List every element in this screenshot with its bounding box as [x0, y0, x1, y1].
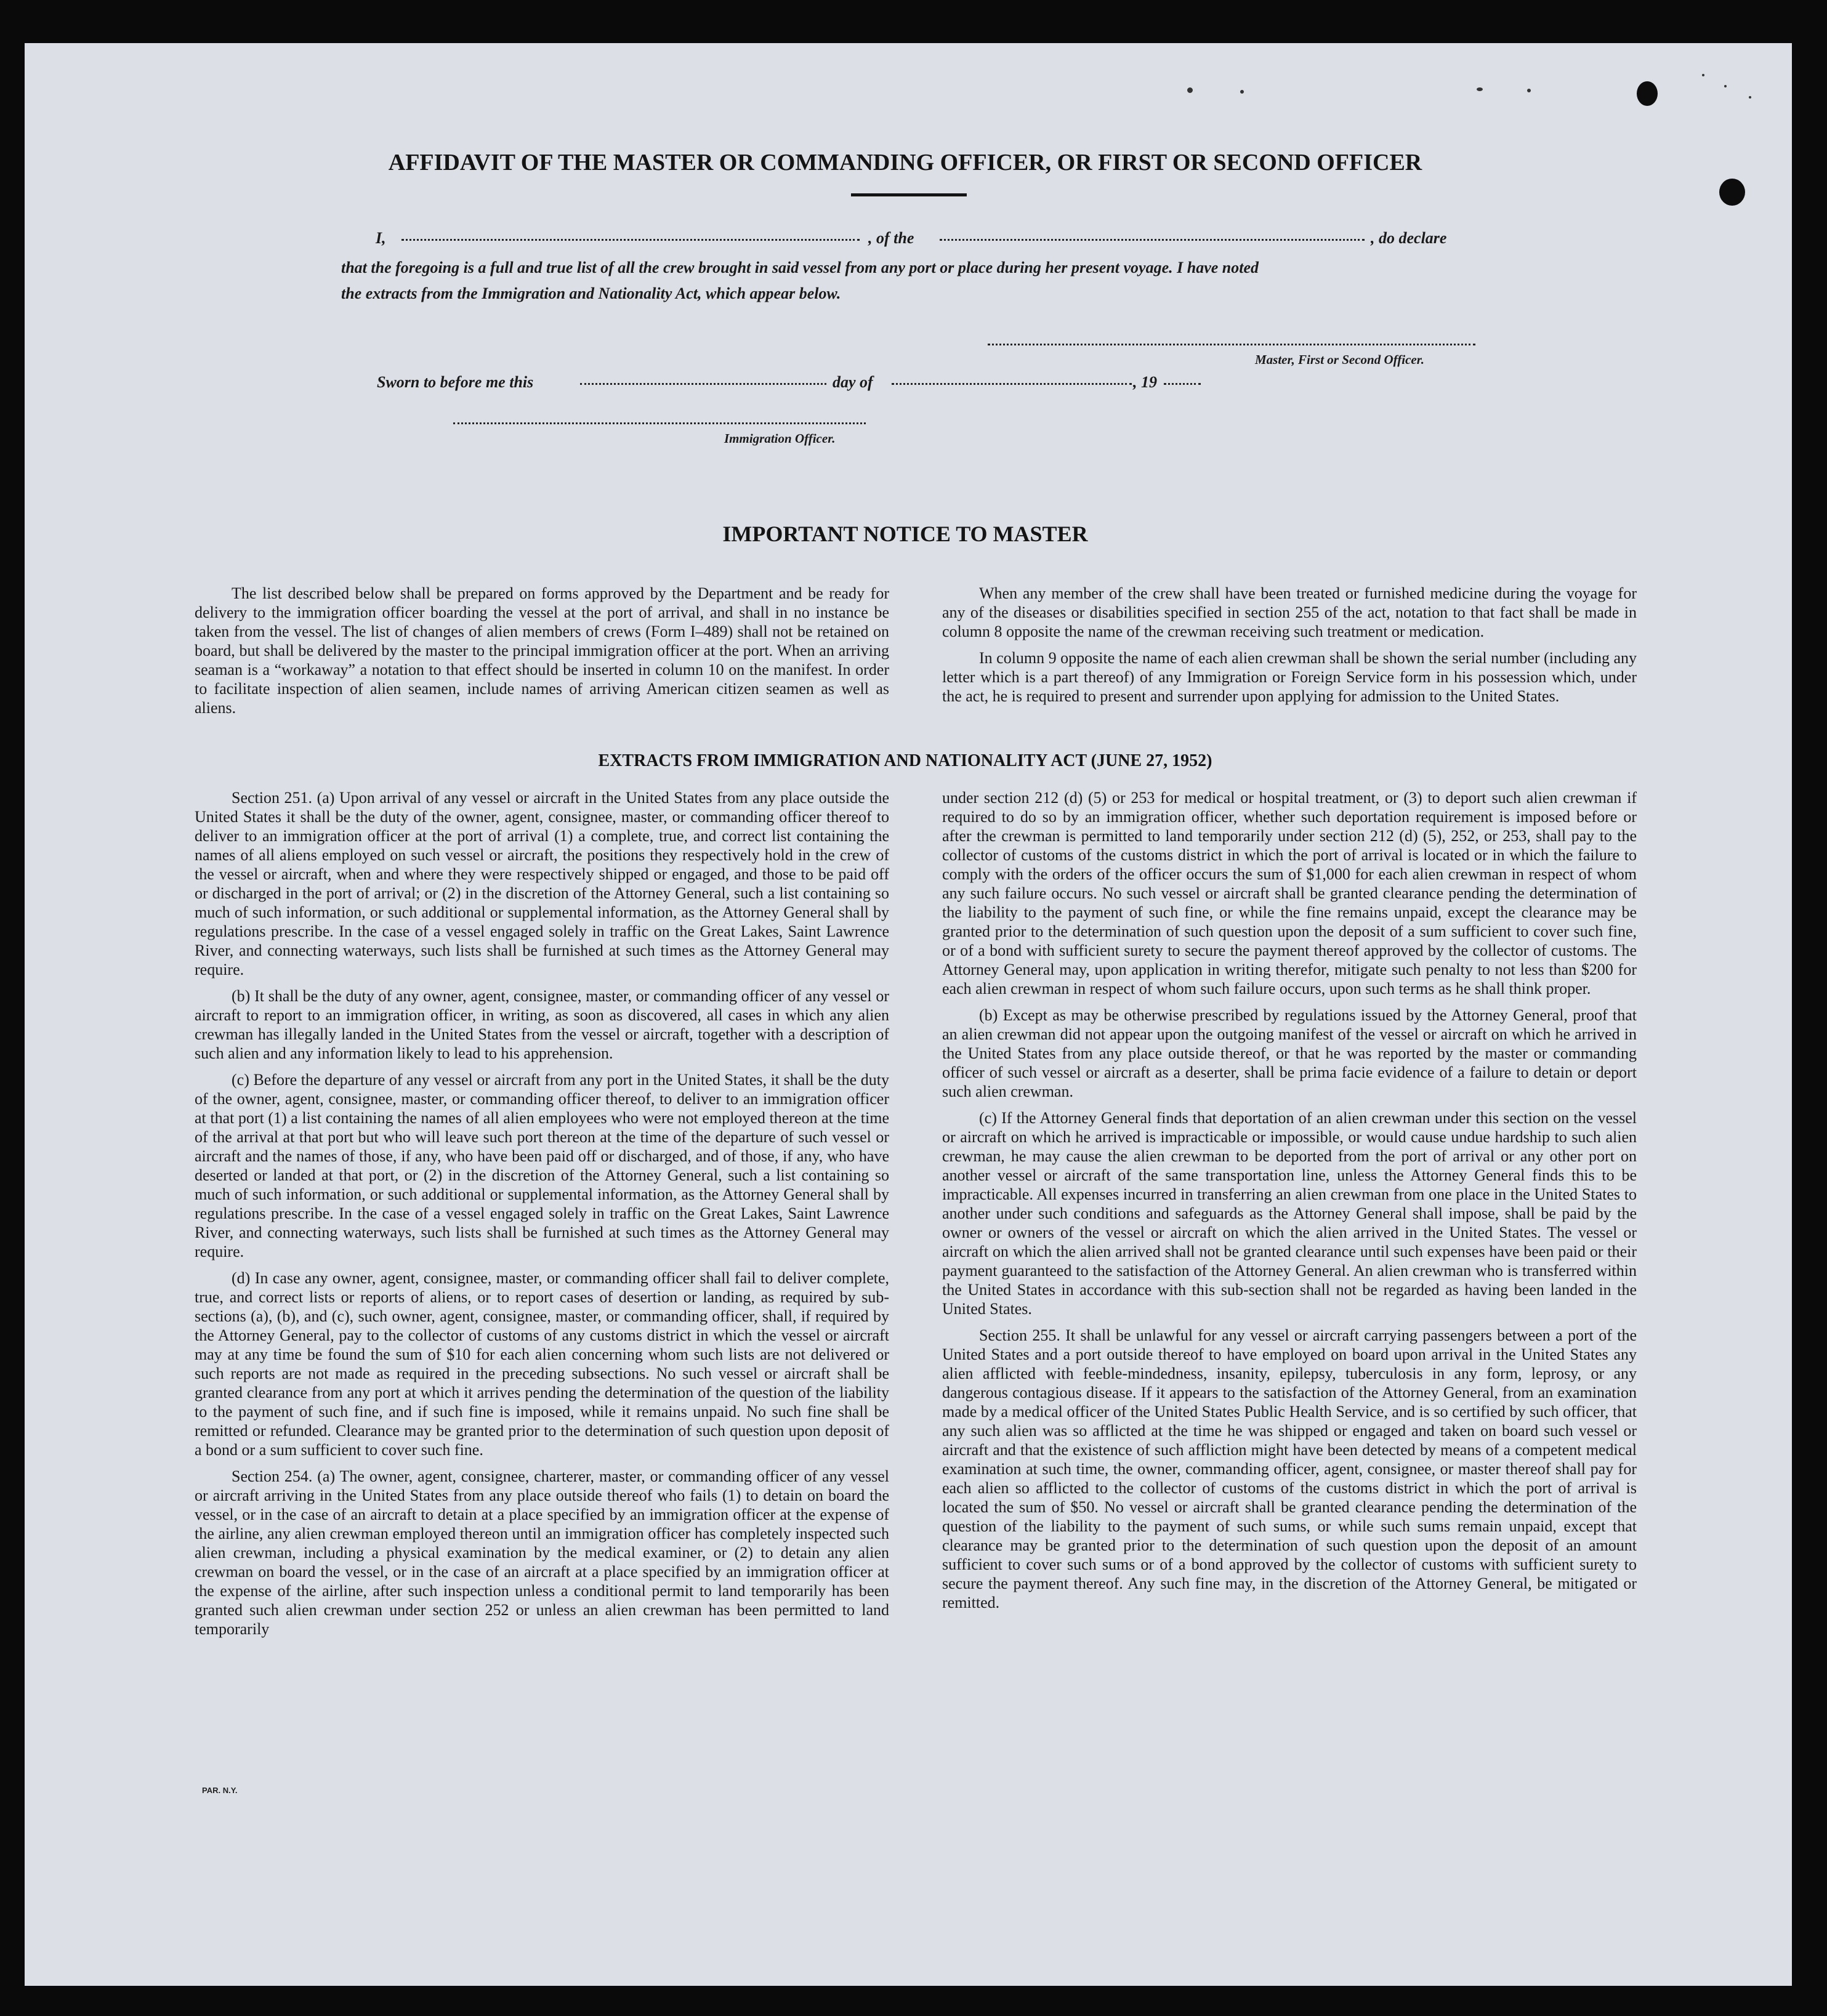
- declarant-name-field[interactable]: [401, 239, 860, 241]
- notice-paragraph: In column 9 opposite the name of each alien crewman shall be shown the serial number (including any letter which is a part thereof) of any Immigration or Foreign Service form in his possession which, under the act, he is required to present and surrender upon applying for admission to the United States.: [942, 649, 1637, 705]
- scan-speck: [1240, 90, 1244, 94]
- decl-line-2: that the foregoing is a full and true list of all the crew brought in said vessel from any port or place during her present voyage. I have noted: [341, 259, 1259, 276]
- day-of-label: day of: [833, 373, 873, 391]
- notice-left-column: [195, 584, 889, 725]
- notice-right-column: [942, 584, 1637, 713]
- decl-do-declare-label: , do declare: [1371, 229, 1447, 247]
- ink-blot: [1719, 179, 1745, 206]
- notice-paragraph: When any member of the crew shall have been treated or furnished medicine during the voyage for any of the diseases or disabilities specified in section 255 of the act, notation to that fact shall be made in column 8 opposite the name of the crewman receiving such treatment or medication.: [942, 584, 1637, 640]
- extracts-left-column: [195, 788, 889, 1646]
- scan-speck: [1477, 87, 1483, 91]
- master-signature-field[interactable]: [988, 344, 1475, 345]
- extract-paragraph: Section 251. (a) Upon arrival of any vessel or aircraft in the United States from any place outside the United States it shall be the duty of the owner, agent, consignee, master, or commanding officer thereof to deliver to an immigration officer at the port of arrival (1) a complete, true, and correct list containing the names of all aliens employed on such vessel or aircraft, the positions they respectively hold in the crew of the vessel or aircraft, when and where they were respectively shipped or engaged, and those to be paid off or discharged in the port of arrival; or (2) in the discretion of the Attorney General, such a list containing so much of such information, or such additional or supplemental information, as the Attorney General shall by regulations prescribe. In the case of a vessel engaged solely in traffic on the Great Lakes, Saint Lawrence River, and connecting waterways, such lists shall be furnished at such times as the Attorney General may require.: [195, 789, 889, 978]
- ink-blot: [1637, 81, 1658, 106]
- extract-paragraph: (b) Except as may be otherwise prescribed by regulations issued by the Attorney General, proof that an alien crewman did not appear upon the outgoing manifest of the vessel or aircraft on which he arrived in the United States from any place outside thereof, or that he was reported by the master or commanding officer of such vessel or aircraft as a deserter, shall be prima facie evidence of a failure to detain or deport such alien crewman.: [942, 1006, 1637, 1100]
- notice-paragraph: The list described below shall be prepared on forms approved by the Department and be ready for delivery to the immigration officer boarding the vessel at the port of arrival, and shall in no instance be taken from the vessel. The list of changes of alien members of crews (Form I–489) shall not be retained on board, but shall be delivered by the master to the principal immigration officer at the port. When an arriving seaman is a “workaway” a notation to that effect should be inserted in column 10 on the manifest. In order to facilitate inspection of alien seamen, include names of arriving American citizen seamen as well as aliens.: [195, 584, 889, 717]
- year-prefix-label: , 19: [1133, 373, 1157, 391]
- extract-paragraph: (c) If the Attorney General finds that deportation of an alien crewman under this section on the vessel or aircraft on which he arrived is impracticable or impossible, or would cause undue hardship to such alien crewman, he may cause the alien crewman to be deported from the port of arrival or any other port on another vessel or aircraft of the same transportation line, unless the Attorney General finds this to be impracticable. All expenses incurred in transferring an alien crewman from one place in the United States to another under such conditions and safeguards as the Attorney General shall impose, shall be paid by the owner or owners of the vessel or aircraft on which the alien arrived in the United States. The vessel or aircraft on which the alien arrived shall not be granted clearance until such expenses have been paid or their payment guaranteed to the satisfaction of the Attorney General. An alien crewman who is transferred within the United States in accordance with this sub-section shall not be regarded as having been landed in the United States.: [942, 1109, 1637, 1318]
- extract-paragraph: Section 254. (a) The owner, agent, consignee, charterer, master, or commanding officer of any vessel or aircraft arriving in the United States from any place outside thereof who fails (1) to detain on board the vessel, or in the case of an aircraft to detain at a place specified by an immigration officer at the expense of the airline, any alien crewman employed thereon until an immigration officer has completely inspected such alien crewman, including a physical examination by the medical examiner, or (2) to detain any alien crewman on board the vessel, or in the case of an aircraft at a place specified by an immigration officer at the expense of the airline, after such inspection unless a conditional permit to land temporarily has been granted such alien crewman under section 252 or unless an alien crewman has been permitted to land temporarily: [195, 1467, 889, 1638]
- scan-speck: [1527, 89, 1531, 92]
- scan-speck: [1724, 85, 1727, 87]
- extracts-right-column: [942, 788, 1637, 1619]
- immigration-officer-caption: Immigration Officer.: [724, 431, 836, 446]
- extracts-heading: EXTRACTS FROM IMMIGRATION AND NATIONALITY ACT (JUNE 27, 1952): [598, 751, 1212, 770]
- master-signature-caption: Master, First or Second Officer.: [1255, 352, 1424, 367]
- extract-paragraph: (d) In case any owner, agent, consignee, master, or commanding officer shall fail to deliver complete, true, and correct lists or reports of aliens, or to report cases of desertion or landing, as required by sub-sections (a), (b), and (c), such owner, agent, consignee, master, or commanding officer, shall, if required by the Attorney General, pay to the collector of customs of any customs district in which the vessel or aircraft may at any time be found the sum of $10 for each alien concerning whom such lists are not delivered or such reports are not made as required in the preceding subsections. No such vessel or aircraft shall be granted clearance from any port at which it arrives pending the determination of the question of the liability to the payment of such fine, and if such fine is imposed, while it remains unpaid. No such fine shall be remitted or refunded. Clearance may be granted prior to the determination of such question upon deposit of a bond or a sum sufficient to cover such fine.: [195, 1269, 889, 1459]
- extract-paragraph: (c) Before the departure of any vessel or aircraft from any port in the United States, it shall be the duty of the owner, agent, consignee, master, or commanding officer thereof, to deliver to an immigration officer at that port (1) a list containing the names of all alien employees who were not employed thereon at the time of the arrival at that port but who will leave such port thereon at the time of the departure of such vessel or aircraft and the names of those, if any, who have been paid off or discharged, and of those, if any, who have deserted or landed at that port, or (2) in the discretion of the Attorney General, such a list containing so much of such information, or such additional or supplemental information, as the Attorney General shall by regulations prescribe. In the case of a vessel engaged solely in traffic on the Great Lakes, Saint Lawrence River, and connecting waterways, such lists shall be furnished at such times as the Attorney General may require.: [195, 1071, 889, 1260]
- immigration-officer-signature-field[interactable]: [453, 422, 866, 424]
- printer-mark: PAR. N.Y.: [202, 1786, 238, 1795]
- decl-line-3: the extracts from the Immigration and Nationality Act, which appear below.: [341, 284, 841, 302]
- affidavit-title: AFFIDAVIT OF THE MASTER OR COMMANDING OFFICER, OR FIRST OR SECOND OFFICER: [388, 150, 1422, 175]
- scan-speck: [1702, 74, 1704, 76]
- title-underline: [851, 193, 967, 196]
- sworn-month-field[interactable]: [892, 383, 1132, 385]
- extract-paragraph: Section 255. It shall be unlawful for any vessel or aircraft carrying passengers between a port of the United States and a port outside thereof to have employed on board upon arrival in the United States any alien afflicted with feeble-mindedness, insanity, epilepsy, tuberculosis in any form, leprosy, or any dangerous contagious disease. If it appears to the satisfaction of the Attorney General, from an examination made by a medical officer of the United States Public Health Service, and is so certified by such officer, that any such alien was so afflicted at the time he was shipped or engaged and taken on board such vessel or aircraft and that the existence of such affliction might have been detected by means of a competent medical examination at such time, the owner, commanding officer, agent, consignee, or master thereof shall pay for each alien so afflicted to the collector of customs of the customs district in which the port of arrival is located the sum of $50. No vessel or aircraft shall be granted clearance pending the determination of the question of the liability to the payment of such sums, or while such sums remain unpaid, except that clearance may be granted prior to the determination of such question upon the deposit of an amount sufficient to cover such sums or of a bond approved by the collector of customs with sufficient surety to secure the payment thereof. Any such fine may, in the discretion of the Attorney General, be mitigated or remitted.: [942, 1326, 1637, 1611]
- decl-of-the-label: , of the: [868, 229, 914, 247]
- decl-i-label: I,: [376, 229, 386, 247]
- scan-speck: [1749, 96, 1751, 99]
- vessel-name-field[interactable]: [940, 239, 1365, 241]
- notice-heading: IMPORTANT NOTICE TO MASTER: [722, 522, 1088, 546]
- sworn-label: Sworn to before me this: [377, 373, 534, 391]
- sworn-year-field[interactable]: [1164, 383, 1201, 385]
- document-page: [25, 43, 1792, 1986]
- extract-paragraph: (b) It shall be the duty of any owner, agent, consignee, master, or commanding officer of any vessel or aircraft to report to an immigration officer, in writing, as soon as discovered, all cases in which any alien crewman has illegally landed in the United States from the vessel or aircraft, together with a description of such alien and any information likely to lead to his apprehension.: [195, 987, 889, 1062]
- sworn-day-field[interactable]: [580, 383, 826, 385]
- scan-speck: [1187, 87, 1193, 93]
- extract-paragraph: under section 212 (d) (5) or 253 for medical or hospital treatment, or (3) to deport such alien crewman if required to do so by an immigration officer, whether such deportation requirement is imposed before or after the crewman is permitted to land temporarily under section 212 (d) (5), 252, or 253, shall pay to the collector of customs of the customs district in which the port of arrival is located or in which the failure to comply with the orders of the officer occurs the sum of $1,000 for each alien crewman in respect of whom any such failure occurs. No such vessel or aircraft shall be granted clearance pending the determination of the liability to the payment of such fine, or while the fine remains unpaid, except the clearance may be granted prior to the determination of such question upon the deposit of a sum sufficient to cover such fine, or of a bond with sufficient surety to secure the payment thereof approved by the collector of customs. The Attorney General may, upon application in writing therefor, mitigate such penalty to not less than $200 for each alien crewman in respect of whom such failure occurs, upon such terms as he shall think proper.: [942, 789, 1637, 998]
